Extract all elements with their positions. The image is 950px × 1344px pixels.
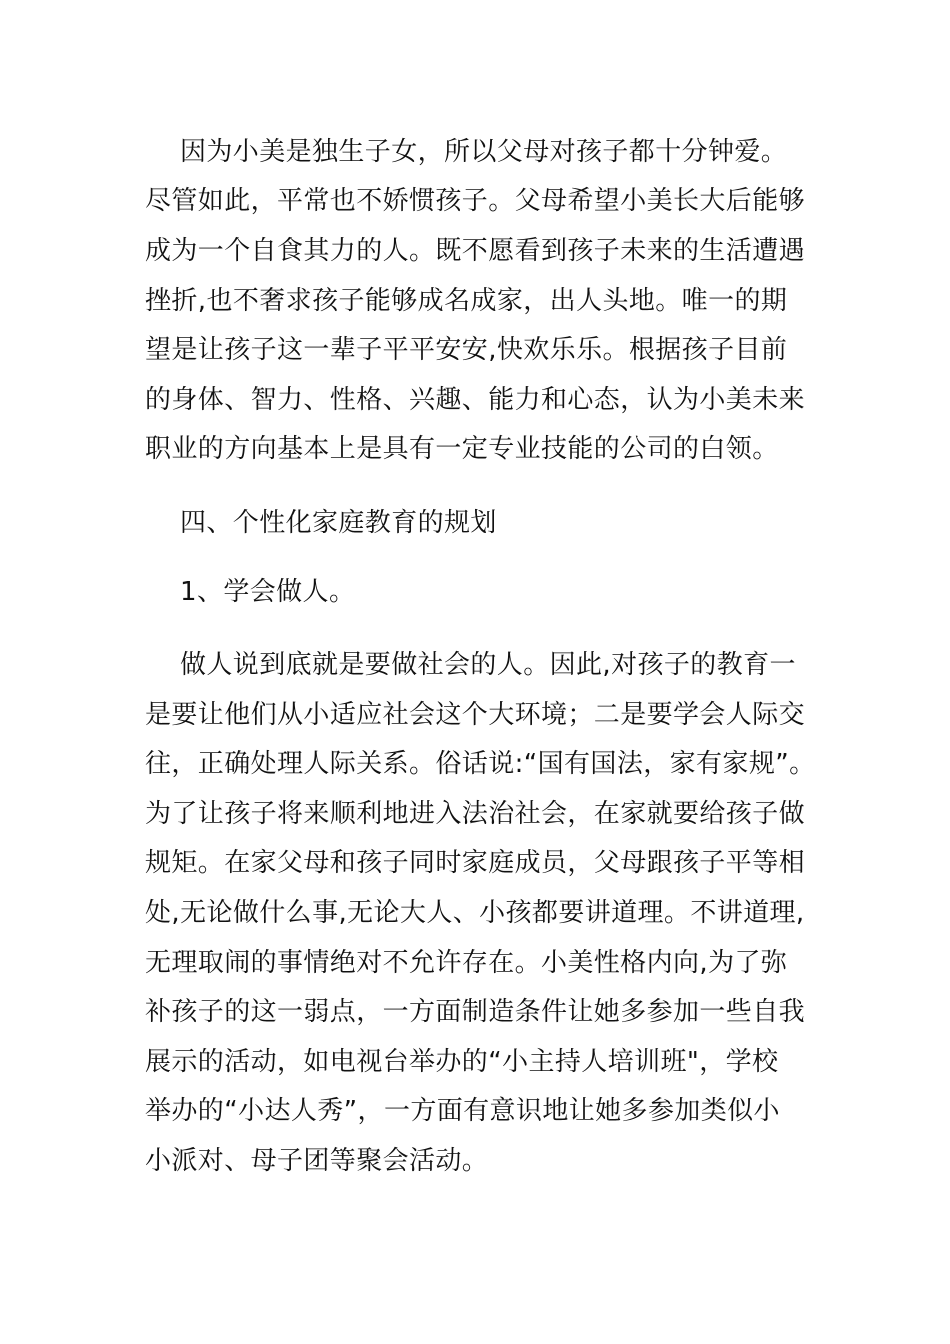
paragraph-1-line-6: 的身体、智力、性格、兴趣、能力和心态，认为小美未来 [145,385,806,415]
paragraph-1-line-1: 因为小美是独生子女，所以父母对孩子都十分钟爱。 [180,137,788,167]
paragraph-1-line-3: 成为一个自食其力的人。既不愿看到孩子未来的生活遭遇 [145,236,806,266]
section-heading: 四、个性化家庭教育的规划 [180,508,497,538]
paragraph-2-line-5: 规矩。在家父母和孩子同时家庭成员，父母跟孩子平等相 [145,848,806,878]
paragraph-1-line-5: 望是让孩子这一辈子平平安安,快欢乐乐。根据孩子目前 [145,335,788,365]
paragraph-2-line-11: 小派对、母子团等聚会活动。 [145,1146,489,1176]
paragraph-2-line-6: 处,无论做什么事,无论大人、小孩都要讲道理。不讲道理, [145,898,805,928]
paragraph-1-line-4: 挫折,也不奢求孩子能够成名成家，出人头地。唯一的期 [145,286,788,316]
paragraph-2-line-3: 往，正确处理人际关系。俗话说:“国有国法，家有家规”。 [145,749,816,779]
paragraph-2-line-2: 是要让他们从小适应社会这个大环境；二是要学会人际交 [145,700,806,730]
paragraph-1-line-2: 尽管如此，平常也不娇惯孩子。父母希望小美长大后能够 [145,186,806,216]
paragraph-1-line-7: 职业的方向基本上是具有一定专业技能的公司的白领。 [145,434,779,464]
paragraph-2-line-1: 做人说到底就是要做社会的人。因此,对孩子的教育一 [180,650,796,680]
paragraph-2-line-10: 举办的“小达人秀”，一方面有意识地让她多参加类似小 [145,1096,780,1126]
paragraph-2-line-9: 展示的活动，如电视台举办的“小主持人培训班"，学校 [145,1047,779,1077]
paragraph-2-line-7: 无理取闹的事情绝对不允许存在。小美性格内向,为了弥 [145,948,788,978]
subsection-heading: 1、学会做人。 [180,577,356,607]
paragraph-2-line-8: 补孩子的这一弱点，一方面制造条件让她多参加一些自我 [145,997,806,1027]
paragraph-2-line-4: 为了让孩子将来顺利地进入法治社会，在家就要给孩子做 [145,799,806,829]
